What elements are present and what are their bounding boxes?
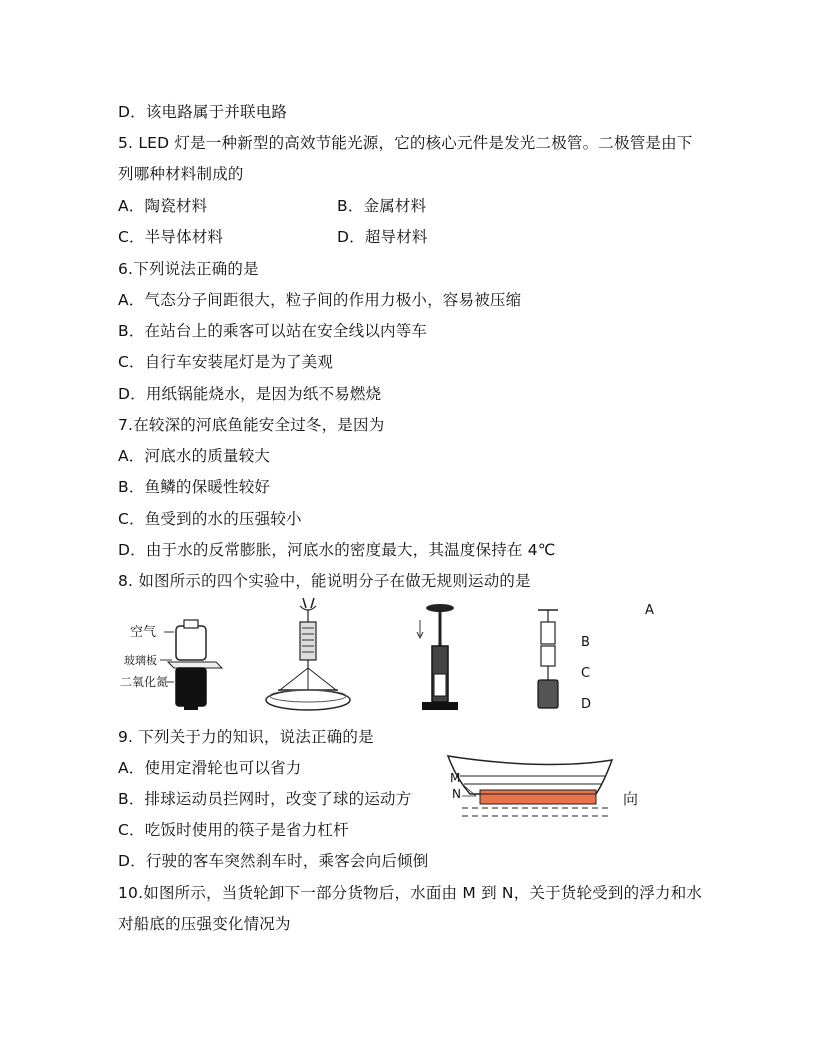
q5-stem-line2: 列哪种材料制成的 — [118, 165, 244, 183]
q8-option-c: C — [581, 666, 591, 681]
q7-option-c: C．鱼受到的水的压强较小 — [118, 510, 302, 528]
q6-stem: 6.下列说法正确的是 — [118, 260, 259, 278]
spring-scale-experiment-image — [266, 598, 350, 710]
q4-option-d: D．该电路属于并联电路 — [118, 103, 288, 121]
q5-option-c: C．半导体材料 — [118, 228, 224, 246]
q5-option-b: B．金属材料 — [337, 197, 427, 215]
lead-cylinders-experiment-image — [538, 610, 558, 708]
q8-option-d: D — [581, 697, 592, 712]
q9-option-d: D．行驶的客车突然刹车时，乘客会向后倾倒 — [118, 852, 429, 870]
q9-option-b: B．排球运动员拦网时，改变了球的运动方 — [118, 790, 412, 808]
q6-option-d: D．用纸锅能烧水，是因为纸不易燃烧 — [118, 385, 382, 403]
diffusion-experiment-image — [120, 620, 222, 710]
q7-stem: 7.在较深的河底鱼能安全过冬，是因为 — [118, 416, 385, 434]
q5-option-d: D．超导材料 — [337, 228, 428, 246]
q6-option-b: B．在站台上的乘客可以站在安全线以内等车 — [118, 322, 428, 340]
q9-stem: 9. 下列关于力的知识，说法正确的是 — [118, 728, 374, 746]
q8-option-b: B — [581, 635, 590, 650]
q9-option-b-tail: 向 — [623, 790, 639, 808]
q5-stem-line1: 5. LED 灯是一种新型的高效节能光源，它的核心元件是发光二极管。二极管是由下 — [118, 134, 693, 152]
fig1-label-no2: 二氧化氮 — [120, 675, 169, 689]
q9-option-a: A．使用定滑轮也可以省力 — [118, 759, 302, 777]
q5-option-a: A．陶瓷材料 — [118, 197, 208, 215]
waterline-label-m: M — [450, 771, 461, 785]
q9-option-c: C．吃饭时使用的筷子是省力杠杆 — [118, 821, 349, 839]
q7-option-a: A．河底水的质量较大 — [118, 447, 271, 465]
q8-stem: 8. 如图所示的四个实验中，能说明分子在做无规则运动的是 — [118, 572, 531, 590]
q10-stem-line1: 10.如图所示，当货轮卸下一部分货物后，水面由 M 到 N，关于货轮受到的浮力和水 — [118, 884, 703, 902]
q7-option-d: D．由于水的反常膨胀，河底水的密度最大，其温度保持在 4℃ — [118, 541, 556, 559]
q6-option-c: C．自行车安装尾灯是为了美观 — [118, 353, 334, 371]
fig1-label-air: 空气 — [130, 625, 157, 640]
cargo-ship-figure — [446, 752, 616, 824]
waterline-label-n: N — [452, 787, 461, 801]
q6-option-a: A．气态分子间距很大，粒子间的作用力极小，容易被压缩 — [118, 291, 522, 309]
fire-syringe-experiment-image — [417, 604, 458, 710]
q8-experiments-figure — [118, 596, 678, 718]
q10-stem-line2: 对船底的压强变化情况为 — [118, 915, 291, 933]
q8-option-a: A — [645, 603, 654, 618]
cargo-hold — [480, 790, 596, 804]
fig1-label-glass: 玻璃板 — [124, 654, 157, 667]
q7-option-b: B．鱼鳞的保暖性较好 — [118, 478, 271, 496]
